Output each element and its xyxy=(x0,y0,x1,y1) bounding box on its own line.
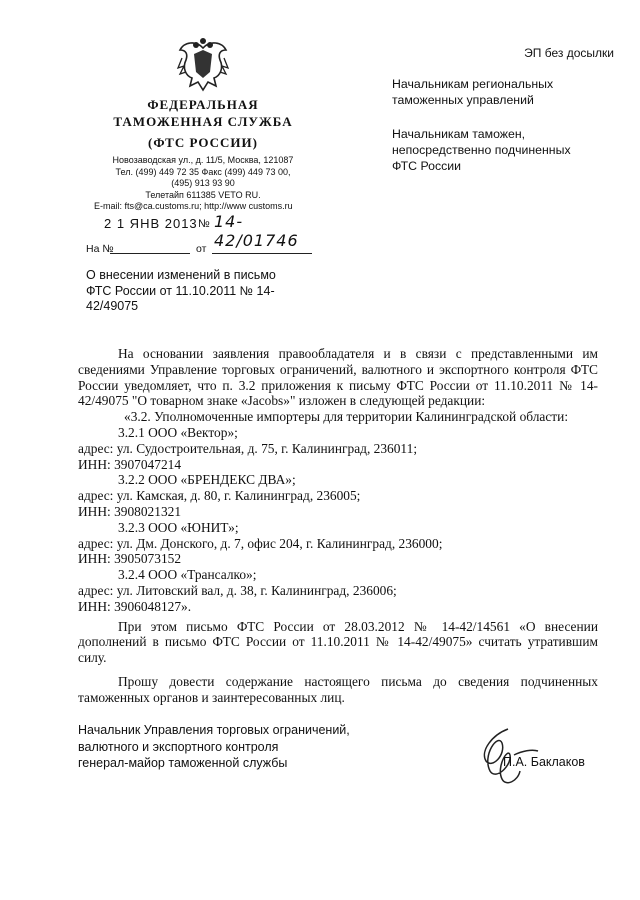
org-line-1: ФЕДЕРАЛЬНАЯ xyxy=(147,97,259,112)
signatory-title xyxy=(78,722,350,772)
importer-1-inn: ИНН: 3907047214 xyxy=(78,456,182,472)
reply-number-underline xyxy=(110,253,190,254)
signatory-line: валютного и экспортного контроля xyxy=(78,739,279,754)
dispatch-stamp: ЭП без досылки xyxy=(524,46,614,60)
registration-date: 2 1 ЯНВ 2013 xyxy=(104,216,198,231)
reply-reference-line xyxy=(86,243,318,255)
body-paragraph-2: «3.2. Уполномоченные импортеры для территории Калининградской области: xyxy=(124,409,569,425)
importer-2-title: 3.2.2 ООО «БРЕНДЕКС ДВА»; xyxy=(118,472,296,488)
organization-name xyxy=(88,96,318,151)
importer-3-inn: ИНН: 3905073152 xyxy=(78,551,182,567)
signatory-name: П.А. Баклаков xyxy=(503,755,585,769)
addressee-line: Начальникам региональных xyxy=(392,77,554,91)
subject-line: 42/49075 xyxy=(86,299,139,313)
importer-3-address: адрес: ул. Дм. Донского, д. 7, офис 204, г. Калининград, 236000; xyxy=(78,535,443,551)
org-line-2: ТАМОЖЕННАЯ СЛУЖБА xyxy=(113,114,293,129)
addressee-customs xyxy=(392,126,571,174)
contact-address: Новозаводская ул., д. 11/5, Москва, 121087 xyxy=(112,155,294,165)
subject-line: О внесении изменений в письмо xyxy=(86,268,276,282)
addressee-line: таможенных управлений xyxy=(392,93,534,107)
importer-1-address: адрес: ул. Судостроительная, д. 75, г. Калининград, 236011; xyxy=(78,440,418,456)
importer-3-title: 3.2.3 ООО «ЮНИТ»; xyxy=(118,519,239,535)
addressee-line: непосредственно подчиненных xyxy=(392,143,571,157)
importer-4-inn: ИНН: 3906048127». xyxy=(78,598,192,614)
registration-number: 14-42/01746 xyxy=(214,212,299,250)
body-paragraph-1: На основании заявления правообладателя и в связи с представленными им сведениями Управление торговых ограничений, валютного и экспортного контроля ФТС России уведомляет, что п. 3.2 приложения к письму ФТС России от 11.10.2011 № 14-42/49075 "О товарном знаке «Jacobs»" изложен в следующей редакции: xyxy=(78,346,598,409)
contact-phone: Тел. (499) 449 72 35 Факс (499) 449 73 00, xyxy=(115,166,291,177)
contact-block xyxy=(88,155,318,213)
importer-1-title: 3.2.1 ООО «Вектор»; xyxy=(118,424,238,440)
letter-subject xyxy=(86,268,308,315)
letter-body xyxy=(78,346,598,706)
body-paragraph-4: Прошу довести содержание настоящего письма до сведения подчиненных таможенных органов и заинтересованных лиц. xyxy=(78,673,598,705)
reply-number-label: На № xyxy=(86,243,114,255)
signatory-line: генерал-майор таможенной службы xyxy=(78,756,288,770)
reply-from-label: от xyxy=(196,243,207,255)
contact-teletype: Телетайп 611385 VETO RU. xyxy=(145,189,261,200)
importer-4-address: адрес: ул. Литовский вал, д. 38, г. Калининград, 236006; xyxy=(78,582,397,598)
importer-4-title: 3.2.4 ООО «Трансалко»; xyxy=(118,567,257,583)
importer-2-address: адрес: ул. Камская, д. 80, г. Калининград, 236005; xyxy=(78,488,361,504)
org-line-3: (ФТС РОССИИ) xyxy=(148,135,258,150)
addressee-line: ФТС России xyxy=(392,159,462,173)
reply-from-underline xyxy=(212,253,312,254)
number-label: № xyxy=(198,218,210,230)
contact-phone-2: (495) 913 93 90 xyxy=(171,178,235,188)
body-paragraph-3: При этом письмо ФТС России от 28.03.2012 № 14-42/14561 «О внесении дополнений в письмо ФТС России от 11.10.2011 № 14-42/49075» считать утратившим силу. xyxy=(78,618,598,666)
addressee-regional xyxy=(392,76,553,108)
importer-2-inn: ИНН: 3908021321 xyxy=(78,503,182,519)
signatory-line: Начальник Управления торговых ограничений, xyxy=(78,723,350,737)
contact-email: E-mail: fts@ca.customs.ru; http://www customs.ru xyxy=(94,201,293,211)
subject-line: ФТС России от 11.10.2011 № 14- xyxy=(86,283,275,298)
coat-of-arms-icon xyxy=(176,38,230,96)
addressee-line: Начальникам таможен, xyxy=(392,127,526,141)
